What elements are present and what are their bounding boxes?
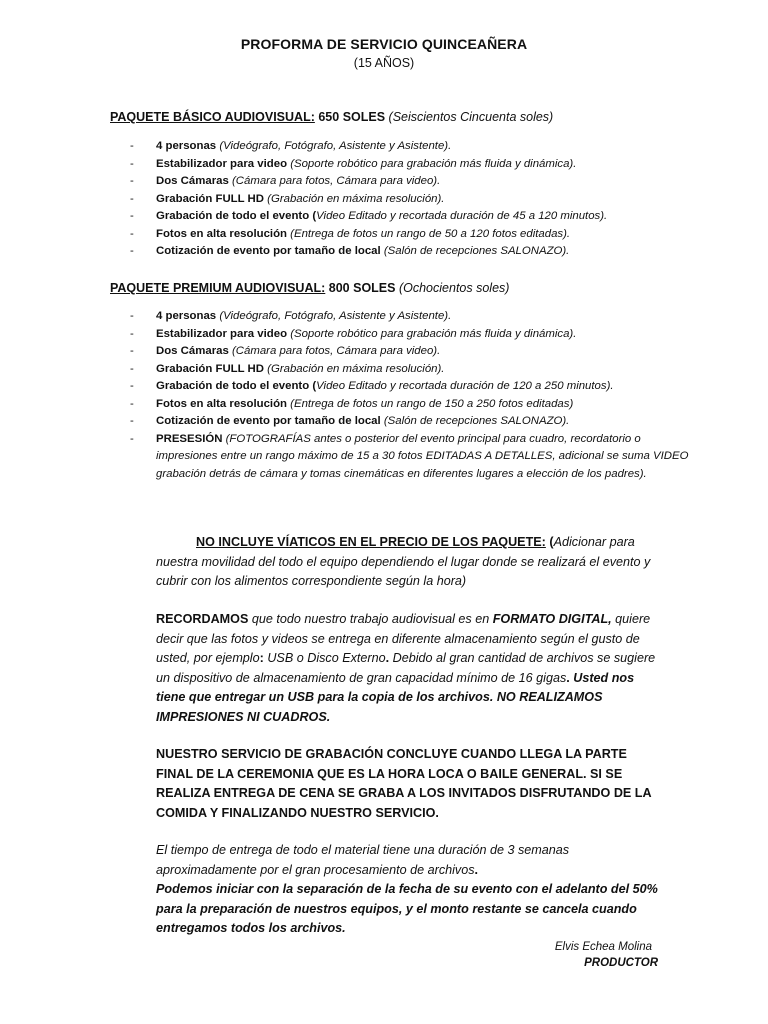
list-item: [130, 361, 690, 379]
item-feature: Dos Cámaras: [156, 175, 229, 187]
list-item: [130, 226, 690, 244]
item-detail: (Salón de recepciones SALONAZO).: [380, 415, 570, 427]
viaticos-paragraph: NO INCLUYE VÍATICOS EN EL PRECIO DE LOS PAQUETE: (Adicionar para nuestra movilidad del todo el equipo dependiendo el lugar donde se realizará el evento y cubrir con los alimentos correspondiente según la hora): [156, 535, 651, 588]
item-feature: Cotización de evento por tamaño de local: [156, 245, 381, 257]
item-feature: Grabación FULL HD: [156, 362, 265, 375]
item-feature: Estabilizador para video: [156, 157, 288, 170]
delivery-time-text: El tiempo de entrega de todo el material tiene una duración de 3 semanas aproximadamente por el gran procesamiento de archivos: [156, 843, 570, 877]
list-item: [130, 413, 690, 431]
premium-package-items: [130, 308, 690, 483]
item-detail: (Entrega de fotos un rango de 150 a 250 fotos editadas): [287, 397, 574, 410]
signature-role: PRODUCTOR: [584, 957, 658, 969]
document-subtitle: (15 AÑOS): [353, 56, 415, 70]
item-detail: (Grabación en máxima resolución).: [264, 192, 445, 205]
item-detail: (Videógrafo, Fotógrafo, Asistente y Asistente).: [216, 310, 452, 322]
list-item: [130, 138, 690, 156]
basic-package-price: 650 SOLES: [318, 110, 386, 124]
item-feature: Dos Cámaras: [156, 345, 229, 357]
item-detail: (Grabación en máxima resolución).: [264, 362, 445, 375]
item-feature: Grabación de todo el evento (: [156, 380, 317, 392]
item-detail: (Entrega de fotos un rango de 50 a 120 fotos editadas).: [287, 227, 571, 240]
item-feature: Grabación FULL HD: [156, 192, 265, 205]
signature-name: Elvis Echea Molina: [554, 941, 652, 953]
list-item: [130, 396, 690, 414]
basic-package-name: PAQUETE BÁSICO AUDIOVISUAL:: [110, 110, 315, 124]
item-detail: (Salón de recepciones SALONAZO).: [380, 245, 570, 257]
item-detail: (Cámara para fotos, Cámara para video).: [228, 175, 441, 187]
list-item: [130, 431, 690, 484]
premium-package-price-words: (Ochocientos soles): [398, 281, 510, 295]
basic-package-price-words: (Seiscientos Cincuenta soles): [388, 110, 554, 124]
item-feature: Estabilizador para video: [156, 327, 288, 340]
item-detail: Video Editado y recortada duración de 45 a 120 minutos).: [316, 210, 608, 222]
list-item: [130, 173, 690, 191]
viaticos-text: Adicionar para nuestra movilidad del todo el equipo dependiendo el lugar donde se realizará el evento y cubrir con los alimentos correspondiente según la hora): [156, 535, 651, 588]
premium-package-price: 800 SOLES: [328, 281, 396, 295]
basic-package-items: [130, 138, 690, 261]
item-detail: (Videógrafo, Fotógrafo, Asistente y Asistente).: [216, 140, 452, 152]
list-item: [130, 378, 690, 396]
item-detail: (Soporte robótico para grabación más fluida y dinámica).: [287, 327, 577, 340]
signature-block: [470, 939, 658, 971]
item-detail: (Soporte robótico para grabación más fluida y dinámica).: [287, 157, 577, 170]
item-feature: Grabación de todo el evento (: [156, 210, 317, 222]
service-conclusion-paragraph: NUESTRO SERVICIO DE GRABACIÓN CONCLUYE CUANDO LLEGA LA PARTE FINAL DE LA CEREMONIA QUE ES LA HORA LOCA O BAILE GENERAL. SI SE REALIZA ENTREGA DE CENA SE GRABA A LOS INVITADOS DISFRUTANDO DE LA COMIDA Y FINALIZANDO NUESTRO SERVICIO.: [156, 747, 652, 820]
item-feature: Fotos en alta resolución: [156, 397, 288, 410]
item-feature: 4 personas: [156, 140, 217, 152]
basic-package-heading: [110, 110, 553, 124]
list-item: [130, 208, 690, 226]
viaticos-heading: NO INCLUYE VÍATICOS EN EL PRECIO DE LOS PAQUETE:: [196, 535, 546, 549]
item-feature: 4 personas: [156, 310, 217, 322]
item-feature: Fotos en alta resolución: [156, 227, 288, 240]
list-item: [130, 191, 690, 209]
recordamos-paragraph: RECORDAMOS que todo nuestro trabajo audiovisual es en FORMATO DIGITAL, quiere decir que las fotos y videos se entrega en diferente almacenamiento según el gusto de usted, por ejemplo: USB o Disco Externo. Debido al gran cantidad de archivos se sugiere un dispositivo de almacenamiento de gran capacidad mínimo de 16 gigas. Usted nos tiene que entregar un USB para la copia de los archivos. NO REALIZAMOS IMPRESIONES NI CUADROS.: [156, 612, 656, 724]
item-feature: PRESESIÓN: [156, 432, 223, 445]
item-detail: Video Editado y recortada duración de 120 a 250 minutos).: [316, 380, 614, 392]
premium-package-heading: [110, 281, 509, 295]
document-title: PROFORMA DE SERVICIO QUINCEAÑERA: [240, 36, 528, 52]
item-detail: (Cámara para fotos, Cámara para video).: [228, 345, 441, 357]
premium-package-name: PAQUETE PREMIUM AUDIOVISUAL:: [110, 281, 326, 295]
list-item: [130, 326, 690, 344]
list-item: [130, 308, 690, 326]
item-feature: Cotización de evento por tamaño de local: [156, 415, 381, 427]
list-item: [130, 343, 690, 361]
item-detail: (FOTOGRAFÍAS antes o posterior del evento principal para cuadro, recordatorio o impresiones entre un rango máximo de 15 a 30 fotos EDITADAS A DETALLES, adicional se suma VIDEO grabación detrás de cámara y tomas cinemáticas en diferentes lugares a elección de los padres).: [156, 432, 689, 480]
list-item: [130, 243, 690, 261]
list-item: [130, 156, 690, 174]
reservation-text: Podemos iniciar con la separación de la fecha de su evento con el adelanto del 50% para la preparación de nuestros equipos, y el monto restante se cancela cuando entregamos todos los archivos.: [156, 882, 658, 935]
delivery-paragraph: El tiempo de entrega de todo el material tiene una duración de 3 semanas aproximadamente por el gran procesamiento de archivos. Podemos iniciar con la separación de la fecha de su evento con el adelanto del 50% para la preparación de nuestros equipos, y el monto restante se cancela cuando entregamos todos los archivos.: [156, 843, 658, 935]
